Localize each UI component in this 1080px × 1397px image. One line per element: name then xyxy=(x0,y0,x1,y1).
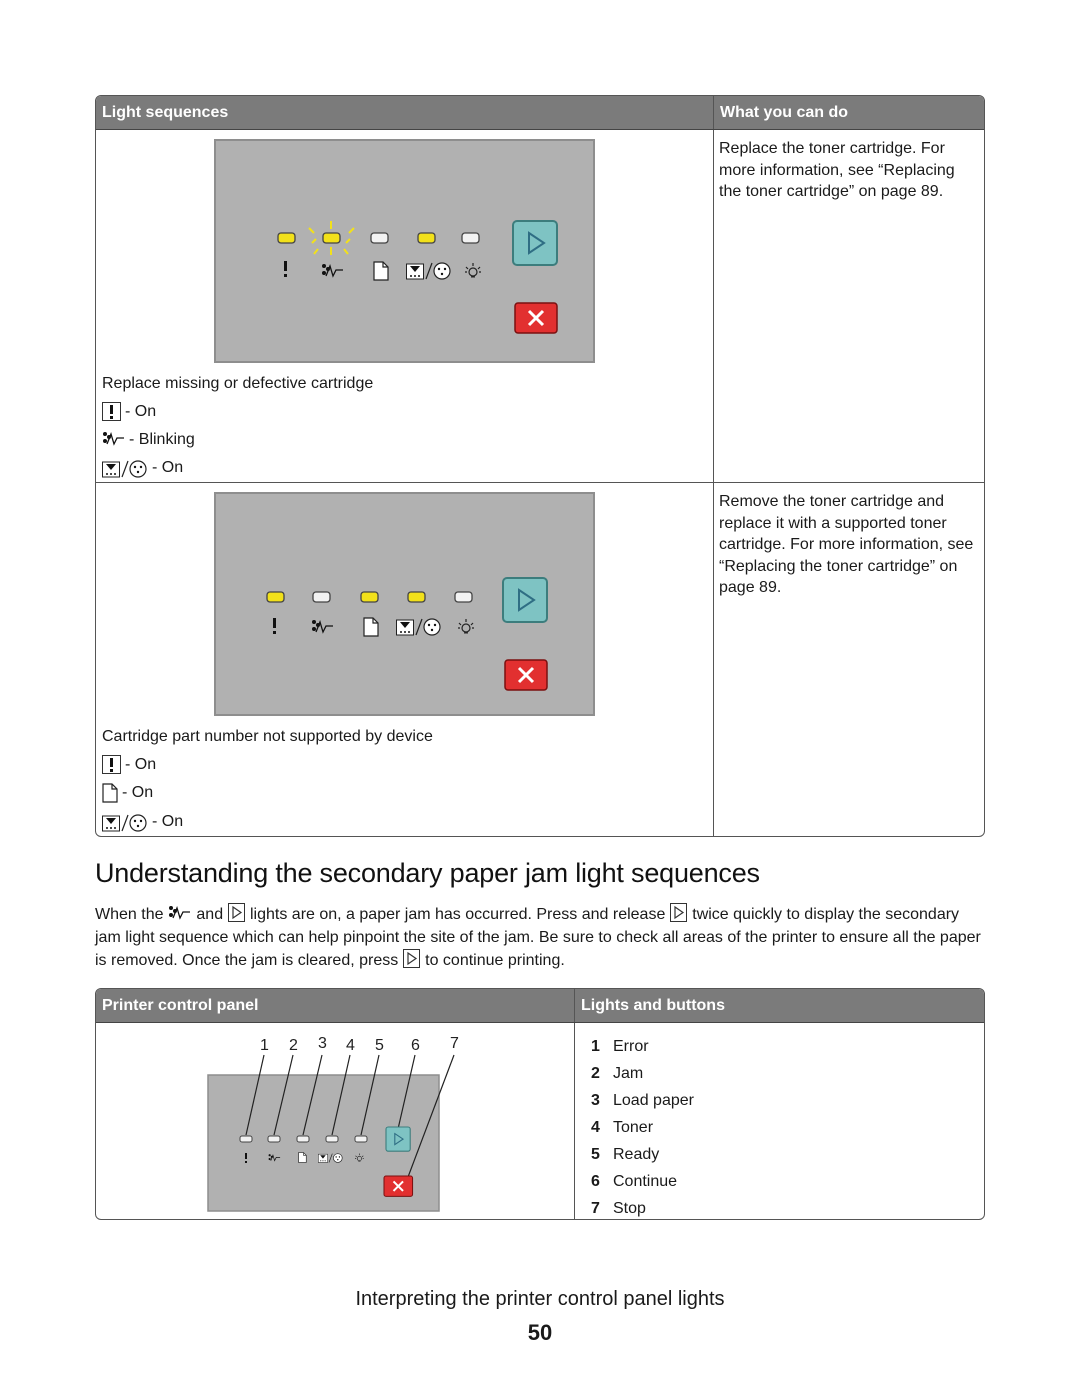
table-row xyxy=(96,1023,984,1220)
diagram-cell xyxy=(96,1023,575,1220)
toner-icon xyxy=(102,458,148,478)
list-item: 6 Continue xyxy=(591,1173,678,1190)
continue-button[interactable] xyxy=(503,578,547,622)
status-line: - On xyxy=(102,812,183,832)
status-line: - On xyxy=(102,755,156,774)
error-icon xyxy=(102,402,121,421)
toner-light xyxy=(408,592,425,602)
panel-lights xyxy=(216,141,593,361)
load-paper-light xyxy=(371,233,388,243)
header-lights-and-buttons: Lights and buttons xyxy=(581,997,725,1014)
action-text: Replace the toner cartridge. For more information, see “Replacing the toner cartridge” on page 89. xyxy=(719,140,955,200)
section-paragraph: When the and lights are on, a paper jam has occurred. Press and release twice quickly to display the secondary jam light sequence which can help pinpoint the site of the jam. Be sure to check all areas of the printer to ensure all the paper is removed. Once the jam is cleared, press to continue printing. xyxy=(95,903,985,973)
stop-button[interactable] xyxy=(505,660,547,690)
table-row xyxy=(96,483,984,836)
list-item: 4 Toner xyxy=(591,1119,654,1136)
jam-symbol-icon xyxy=(322,264,343,276)
paper-symbol-icon xyxy=(374,262,388,280)
action-text: Remove the toner cartridge and replace it with a supported toner cartridge. For more information, see “Replacing the toner cartridge” on page 89. xyxy=(719,493,974,596)
toner-symbol-icon xyxy=(407,263,451,279)
jam-symbol-icon xyxy=(312,620,333,632)
toner-symbol-icon xyxy=(397,619,441,635)
legend-cell xyxy=(575,1023,984,1220)
callout-number: 3 xyxy=(318,1035,327,1052)
status-line: - Blinking xyxy=(102,430,195,449)
callout-number: 5 xyxy=(375,1037,384,1054)
jam-light xyxy=(323,233,340,243)
status-line: - On xyxy=(102,402,156,421)
continue-icon xyxy=(228,903,246,922)
control-panel-diagram xyxy=(96,1023,574,1220)
paper-symbol-icon xyxy=(364,618,378,636)
jam-light xyxy=(313,592,330,602)
callout-numbers xyxy=(260,1035,459,1054)
error-light xyxy=(240,1136,252,1142)
list-item: 5 Ready xyxy=(591,1146,660,1163)
list-item: 3 Load paper xyxy=(591,1092,694,1109)
paper-symbol-icon xyxy=(299,1153,307,1163)
list-item: 2 Jam xyxy=(591,1065,644,1082)
continue-icon xyxy=(403,949,421,968)
toner-light xyxy=(418,233,435,243)
ready-symbol-icon xyxy=(458,619,474,633)
jam-icon xyxy=(168,904,192,922)
control-panel-illustration xyxy=(214,492,595,716)
ready-light xyxy=(462,233,479,243)
continue-button[interactable] xyxy=(513,221,557,265)
sequence-caption: Replace missing or defective cartridge xyxy=(102,375,374,392)
sequence-caption: Cartridge part number not supported by device xyxy=(102,728,433,745)
table-header xyxy=(96,96,984,130)
callout-number: 2 xyxy=(289,1037,298,1054)
load-paper-light xyxy=(297,1136,309,1142)
footer-title: Interpreting the printer control panel lights xyxy=(355,1288,725,1310)
jam-light xyxy=(268,1136,280,1142)
stop-button[interactable] xyxy=(515,303,557,333)
ready-light xyxy=(355,1136,367,1142)
sequence-cell xyxy=(96,483,714,836)
callout-number: 7 xyxy=(450,1035,459,1052)
control-panel-illustration xyxy=(214,139,595,363)
table-row xyxy=(96,130,984,483)
toner-icon xyxy=(102,812,148,832)
error-light xyxy=(267,592,284,602)
callout-number: 6 xyxy=(411,1037,420,1054)
load-paper-light xyxy=(361,592,378,602)
jam-icon xyxy=(102,430,125,449)
toner-light xyxy=(326,1136,338,1142)
error-symbol-icon xyxy=(273,618,276,634)
list-item: 7 Stop xyxy=(591,1200,646,1217)
callout-number: 1 xyxy=(260,1037,269,1054)
continue-icon xyxy=(670,903,688,922)
callout-number: 4 xyxy=(346,1037,355,1054)
header-what-you-can-do: What you can do xyxy=(720,104,848,121)
status-line: - On xyxy=(102,783,153,803)
error-symbol-icon xyxy=(245,1153,247,1163)
ready-light xyxy=(455,592,472,602)
status-line: - On xyxy=(102,458,183,478)
error-icon xyxy=(102,755,121,774)
header-light-sequences: Light sequences xyxy=(96,96,714,129)
lights-and-buttons-list xyxy=(575,1023,984,1220)
light-sequences-table xyxy=(95,95,985,837)
control-panel-table xyxy=(95,988,985,1220)
page-number: 50 xyxy=(527,1320,553,1345)
stop-button[interactable] xyxy=(384,1176,413,1196)
header-printer-control-panel: Printer control panel xyxy=(96,989,575,1022)
panel-lights xyxy=(216,494,593,714)
sequence-cell xyxy=(96,130,714,482)
continue-button[interactable] xyxy=(386,1127,410,1151)
error-symbol-icon xyxy=(284,261,287,277)
table-header xyxy=(96,989,984,1023)
section-heading: Understanding the secondary paper jam light sequences xyxy=(95,858,760,888)
list-item: 1 Error xyxy=(591,1038,649,1055)
ready-symbol-icon xyxy=(465,263,481,277)
error-light xyxy=(278,233,295,243)
paper-icon xyxy=(102,783,118,803)
